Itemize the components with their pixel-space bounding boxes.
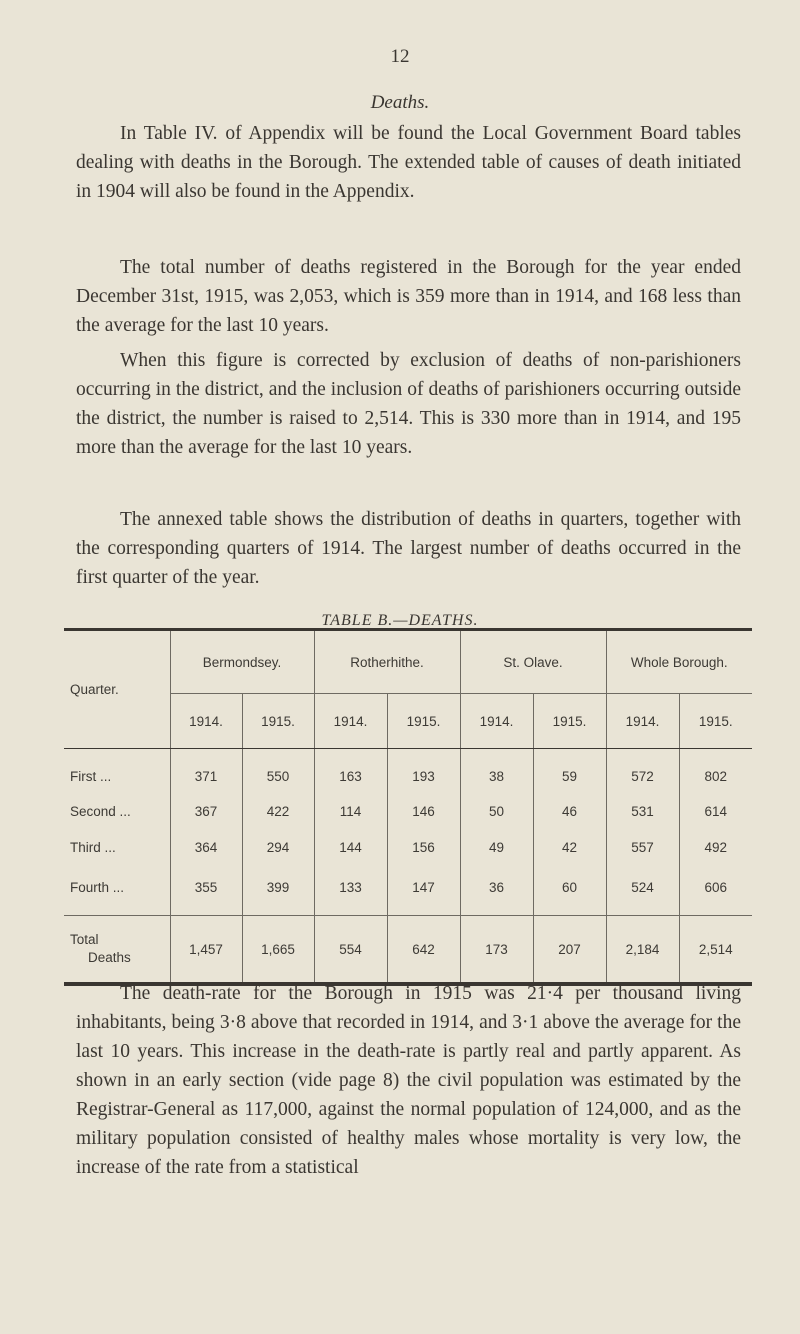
row-label: Fourth ... [64, 865, 170, 916]
year-header: 1914. [170, 694, 242, 749]
table-cell: 133 [314, 865, 387, 916]
group-header-st-olave: St. Olave. [460, 630, 606, 694]
table-cell: 524 [606, 865, 679, 916]
table-cell: 531 [606, 793, 679, 829]
total-cell: 1,457 [170, 916, 242, 985]
total-cell: 642 [387, 916, 460, 985]
table-cell: 49 [460, 829, 533, 865]
table-row [64, 749, 752, 794]
table-cell: 60 [533, 865, 606, 916]
table-cell: 146 [387, 793, 460, 829]
total-cell: 1,665 [242, 916, 314, 985]
table-cell: 42 [533, 829, 606, 865]
total-cell: 173 [460, 916, 533, 985]
row-label: Second ... [70, 803, 131, 819]
row-label: Third ... [70, 839, 116, 855]
table-cell: 355 [170, 865, 242, 916]
total-cell: 207 [533, 916, 606, 985]
table-cell: 144 [314, 829, 387, 865]
paragraph-table-intro: The annexed table shows the distribution of deaths in quarters, together with the corresponding quarters of 1914. The largest number of deaths occurred in the first quarter of the year. [76, 509, 741, 588]
group-header-rotherhithe: Rotherhithe. [314, 630, 460, 694]
year-header: 1915. [242, 694, 314, 749]
table-cell: 614 [679, 793, 752, 829]
table-cell: 367 [170, 793, 242, 829]
group-header-whole-borough: Whole Borough. [606, 630, 752, 694]
quarter-column-header: Quarter. [64, 630, 170, 749]
table-cell: 557 [606, 829, 679, 865]
table-cell: 156 [387, 829, 460, 865]
table-cell: 399 [242, 865, 314, 916]
table-cell: 422 [242, 793, 314, 829]
table-row [64, 865, 752, 916]
total-label-line1: Total [70, 932, 99, 947]
table-title: TABLE B.—DEATHS. [321, 612, 479, 629]
year-header: 1915. [679, 694, 752, 749]
year-header: 1914. [606, 694, 679, 749]
total-row [64, 916, 752, 985]
year-header: 1914. [460, 694, 533, 749]
table-cell: 572 [606, 749, 679, 794]
total-cell: 2,514 [679, 916, 752, 985]
table-cell: 550 [242, 749, 314, 794]
paragraph-total-deaths: The total number of deaths registered in the Borough for the year ended December 31st, 1915, was 2,053, which is 359 more than in 1914, and 168 less than the average for the last 10 years. [76, 257, 741, 336]
total-cell: 554 [314, 916, 387, 985]
table-cell: 36 [460, 865, 533, 916]
row-label: First ... [70, 768, 112, 784]
year-header: 1914. [314, 694, 387, 749]
table-cell: 163 [314, 749, 387, 794]
table-cell: 364 [170, 829, 242, 865]
table-row [64, 829, 752, 865]
table-cell: 492 [679, 829, 752, 865]
year-header: 1915. [533, 694, 606, 749]
total-cell: 2,184 [606, 916, 679, 985]
paragraph-death-rate: The death-rate for the Borough in 1915 was 21·4 per thousand living inhabitants, being 3·8 above that recorded in 1914, and 3·1 above the average for the last 10 years. This increase in the death-rate is partly real and partly apparent. As shown in an early section (vide page 8) the civil population was estimated by the Registrar-General as 117,000, against the normal population of 124,000, and as the military population consisted of healthy males whose mortality is very low, the increase of the rate from a statistical [76, 983, 741, 1178]
table-cell: 50 [460, 793, 533, 829]
table-cell: 46 [533, 793, 606, 829]
table-cell: 193 [387, 749, 460, 794]
total-row-label [64, 916, 170, 985]
table-row [64, 793, 752, 829]
total-label-line2: Deaths [88, 950, 131, 965]
paragraph-corrected-figure: When this figure is corrected by exclusion of deaths of non-parishioners occurring in the district, and the inclusion of deaths of parishioners occurring outside the district, the number is raised to 2,514. This is 330 more than in 1914, and 195 more than the average for the last 10 years. [76, 350, 741, 458]
section-heading: Deaths. [370, 92, 430, 113]
group-header-bermondsey: Bermondsey. [170, 630, 314, 694]
page-number: 12 [390, 46, 410, 67]
table-cell: 59 [533, 749, 606, 794]
paragraph-appendix: In Table IV. of Appendix will be found the Local Government Board tables dealing with deaths in the Borough. The extended table of causes of death initiated in 1904 will also be found in the Appendix. [76, 123, 741, 202]
table-cell: 147 [387, 865, 460, 916]
table-cell: 294 [242, 829, 314, 865]
table-cell: 606 [679, 865, 752, 916]
table-cell: 114 [314, 793, 387, 829]
table-cell: 802 [679, 749, 752, 794]
table-cell: 371 [170, 749, 242, 794]
table-cell: 38 [460, 749, 533, 794]
deaths-table [64, 628, 752, 986]
year-header: 1915. [387, 694, 460, 749]
